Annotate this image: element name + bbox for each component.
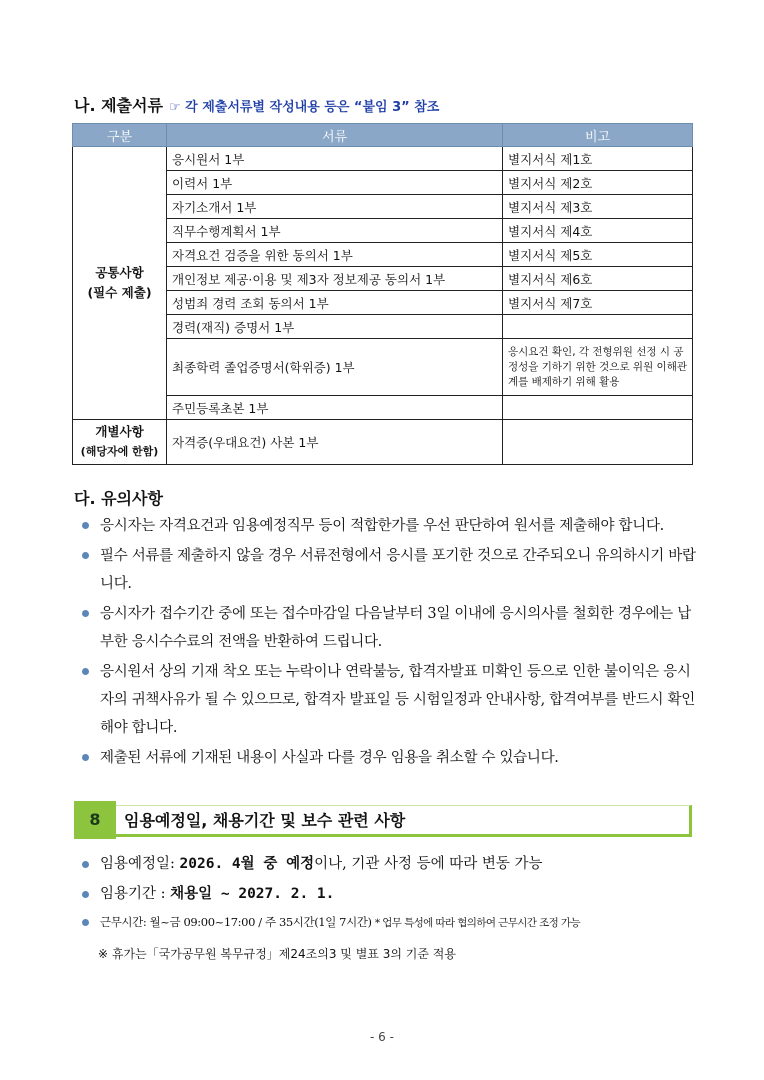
- list-item: [80, 849, 700, 879]
- section-8-banner: [74, 801, 690, 841]
- note-cell: 별지서식 제7호: [503, 291, 693, 315]
- doc-cell: 직무수행계획서 1부: [167, 219, 503, 243]
- documents-table: [72, 123, 693, 465]
- note-cell: 별지서식 제6호: [503, 267, 693, 291]
- doc-cell: 이력서 1부: [167, 171, 503, 195]
- note-cell: 별지서식 제5호: [503, 243, 693, 267]
- table-row: [73, 420, 693, 465]
- doc-cell: 성범죄 경력 조회 동의서 1부: [167, 291, 503, 315]
- table-row: [73, 147, 693, 171]
- list-item-text: 제출된 서류에 기재된 내용이 사실과 다를 경우 임용을 취소할 수 있습니다.: [100, 750, 559, 766]
- period-value: 채용일 ~ 2027. 2. 1.: [170, 886, 335, 902]
- list-item-text: 응시자가 접수기간 중에 또는 접수마감일 다음날부터 3일 이내에 응시의사를 철회한 경우에는 납부한 응시수수료의 전액을 반환하여 드립니다.: [100, 606, 691, 650]
- list-item: [80, 909, 700, 936]
- period-label: 임용기간 :: [100, 886, 171, 902]
- individual-category-cell: [73, 420, 167, 465]
- doc-cell: 자격요건 검증을 위한 동의서 1부: [167, 243, 503, 267]
- work-hours: 근무시간: 월~금 09:00~17:00 / 주 35시간(1일 7시간): [100, 915, 372, 929]
- bullet-icon: [82, 861, 89, 868]
- bullet-icon: [82, 522, 89, 529]
- common-category-label: 공통사항: [95, 265, 144, 280]
- list-item: [80, 512, 700, 540]
- bullet-icon: [82, 668, 89, 675]
- start-rest: 이나, 기관 사정 등에 따라 변동 가능: [314, 856, 543, 872]
- header-remarks: 비고: [503, 124, 693, 147]
- list-item: [80, 600, 700, 656]
- header-category: 구분: [73, 124, 167, 147]
- bullet-icon: [82, 891, 89, 898]
- doc-cell: 응시원서 1부: [167, 147, 503, 171]
- work-hours-note: * 업무 특성에 따라 협의하여 근무시간 조정 가능: [374, 917, 580, 929]
- note-cell: 별지서식 제4호: [503, 219, 693, 243]
- list-item: [80, 879, 700, 909]
- note-cell: [503, 396, 693, 420]
- bullet-icon: [82, 552, 89, 559]
- note-cell: 별지서식 제1호: [503, 147, 693, 171]
- list-item: [80, 542, 700, 598]
- section-na-reference-note: ☞ 각 제출서류별 작성내용 등은 “붙임 3” 참조: [168, 100, 440, 115]
- terms-list: [80, 849, 700, 936]
- note-cell: [503, 315, 693, 339]
- bullet-icon: [82, 610, 89, 617]
- list-item-text: 필수 서류를 제출하지 않을 경우 서류전형에서 응시를 포기한 것으로 간주되오니 유의하시기 바랍니다.: [100, 548, 696, 592]
- section-da-title: 다. 유의사항: [74, 489, 163, 508]
- section-8-title: 임용예정일, 채용기간 및 보수 관련 사항: [124, 811, 406, 830]
- doc-cell: 경력(재직) 증명서 1부: [167, 315, 503, 339]
- note-cell: 별지서식 제2호: [503, 171, 693, 195]
- notice-list: [80, 512, 700, 772]
- doc-cell: 주민등록초본 1부: [167, 396, 503, 420]
- note-cell: 응시요건 확인, 각 전형위원 선정 시 공정성을 기하기 위한 것으로 위원 이해관계를 배제하기 위해 활용: [503, 339, 693, 396]
- list-item: [80, 744, 700, 772]
- bullet-icon: [82, 919, 89, 926]
- list-item-text: 응시원서 상의 기재 착오 또는 누락이나 연락불능, 합격자발표 미확인 등으로 인한 불이익은 응시자의 귀책사유가 될 수 있으므로, 합격자 발표일 등 시험일정과 안내사항, 합격여부를 반드시 확인해야 합니다.: [100, 664, 695, 736]
- page-number: - 6 -: [370, 1030, 394, 1044]
- doc-cell: 자기소개서 1부: [167, 195, 503, 219]
- note-cell: 별지서식 제3호: [503, 195, 693, 219]
- doc-cell: 개인정보 제공·이용 및 제3자 정보제공 동의서 1부: [167, 267, 503, 291]
- individual-category-label: 개별사항: [95, 424, 144, 439]
- section-na-title: 나. 제출서류: [74, 96, 163, 115]
- section-number: 8: [74, 801, 116, 839]
- common-category-sub: (필수 제출): [87, 285, 152, 300]
- list-item-text: 응시자는 자격요건과 임용예정직무 등이 적합한가를 우선 판단하여 원서를 제출해야 합니다.: [100, 518, 664, 534]
- bullet-icon: [82, 754, 89, 761]
- doc-cell: 자격증(우대요건) 사본 1부: [167, 420, 503, 465]
- note-cell: [503, 420, 693, 465]
- doc-cell: 최종학력 졸업증명서(학위증) 1부: [167, 339, 503, 396]
- table-header-row: [73, 124, 693, 147]
- start-label: 임용예정일:: [100, 856, 180, 872]
- common-category-cell: [73, 147, 167, 420]
- header-document: 서류: [167, 124, 503, 147]
- start-value: 2026. 4월 중 예정: [179, 856, 315, 872]
- section-na-heading: [74, 93, 439, 116]
- individual-category-sub: (해당자에 한함): [80, 445, 159, 458]
- holiday-note: ※ 휴가는「국가공무원 복무규정」제24조의3 및 별표 3의 기준 적용: [98, 947, 456, 961]
- list-item: [80, 658, 700, 742]
